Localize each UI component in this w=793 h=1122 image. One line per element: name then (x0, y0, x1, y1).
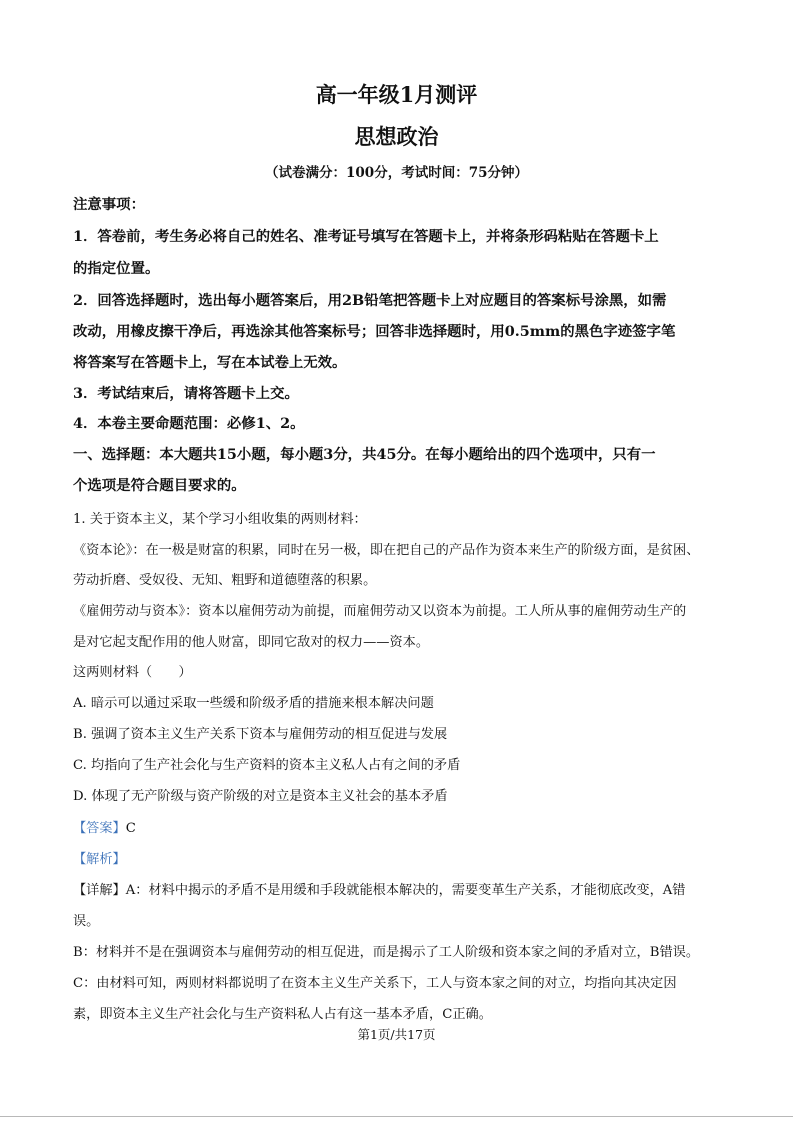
question-prompt: 这两则材料（ ） (73, 665, 192, 680)
answer-tag: 【答案】 (73, 821, 126, 836)
notice-item: 改动，用橡皮擦干净后，再选涂其他答案标号；回答非选择题时，用0.5mm的黑色字迹签字笔 (73, 323, 676, 340)
detail-line: 素，即资本主义生产社会化与生产资料私人占有这一基本矛盾，C正确。 (73, 1007, 492, 1022)
notice-item: 3．考试结束后，请将答题卡上交。 (73, 385, 299, 402)
notice-item: 的指定位置。 (73, 260, 160, 277)
notice-item: 2．回答选择题时，选出每小题答案后，用2B铅笔把答题卡上对应题目的答案标号涂黑，如需 (73, 292, 667, 309)
detail-line: 误。 (73, 914, 100, 929)
answer-value: C (125, 821, 136, 836)
notice-item: 将答案写在答题卡上，写在本试卷上无效。 (73, 354, 347, 371)
page-bottom-divider (0, 1116, 793, 1117)
section-heading: 个选项是符合题目要求的。 (73, 477, 246, 494)
notice-heading: 注意事项： (73, 196, 145, 213)
material-line: 《雇佣劳动与资本》：资本以雇佣劳动为前提，而雇佣劳动又以资本为前提。工人所从事的雇佣劳动生产的 (73, 604, 687, 619)
option-a: A. 暗示可以通过采取一些缓和阶级矛盾的措施来根本解决问题 (73, 696, 434, 711)
option-b: B. 强调了资本主义生产关系下资本与雇佣劳动的相互促进与发展 (73, 727, 448, 742)
analysis-line (73, 848, 126, 867)
option-c: C. 均指向了生产社会化与生产资料的资本主义私人占有之间的矛盾 (73, 758, 461, 773)
detail-text: A：材料中揭示的矛盾不是用缓和手段就能根本解决的，需要变革生产关系，才能彻底改变，A错 (125, 883, 686, 898)
detail-line: B：材料并不是在强调资本与雇佣劳动的相互促进，而是揭示了工人阶级和资本家之间的矛盾对立，B错误。 (73, 945, 700, 960)
analysis-tag: 【解析】 (73, 852, 126, 867)
detail-tag: 【详解】 (73, 883, 126, 898)
subject-title: 思想政治 (354, 124, 439, 149)
exam-info: （试卷满分：100分，考试时间：75分钟） (265, 165, 528, 181)
material-line: 《资本论》：在一极是财富的积累，同时在另一极，即在把自己的产品作为资本来生产的阶级方面，是贫困、 (73, 543, 700, 558)
page-number: 第1页/共17页 (357, 1027, 436, 1042)
answer-line (73, 817, 136, 836)
material-line: 劳动折磨、受奴役、无知、粗野和道德堕落的积累。 (73, 573, 377, 588)
detail-line (73, 879, 685, 898)
detail-line: C：由材料可知，两则材料都说明了在资本主义生产关系下，工人与资本家之间的对立，均指向其决定因 (73, 976, 677, 991)
section-heading: 一、选择题：本大题共15小题，每小题3分，共45分。在每小题给出的四个选项中，只有一 (73, 446, 656, 463)
option-d: D. 体现了无产阶级与资产阶级的对立是资本主义社会的基本矛盾 (73, 789, 448, 804)
notice-item: 4．本卷主要命题范围：必修1、2。 (73, 415, 305, 432)
exam-title: 高一年级1月测评 (315, 82, 478, 107)
material-line: 是对它起支配作用的他人财富，即同它敌对的权力——资本。 (73, 635, 430, 650)
notice-item: 1．答卷前，考生务必将自己的姓名、准考证号填写在答题卡上，并将条形码粘贴在答题卡上 (73, 228, 659, 245)
question-stem: 1. 关于资本主义，某个学习小组收集的两则材料： (73, 512, 367, 527)
